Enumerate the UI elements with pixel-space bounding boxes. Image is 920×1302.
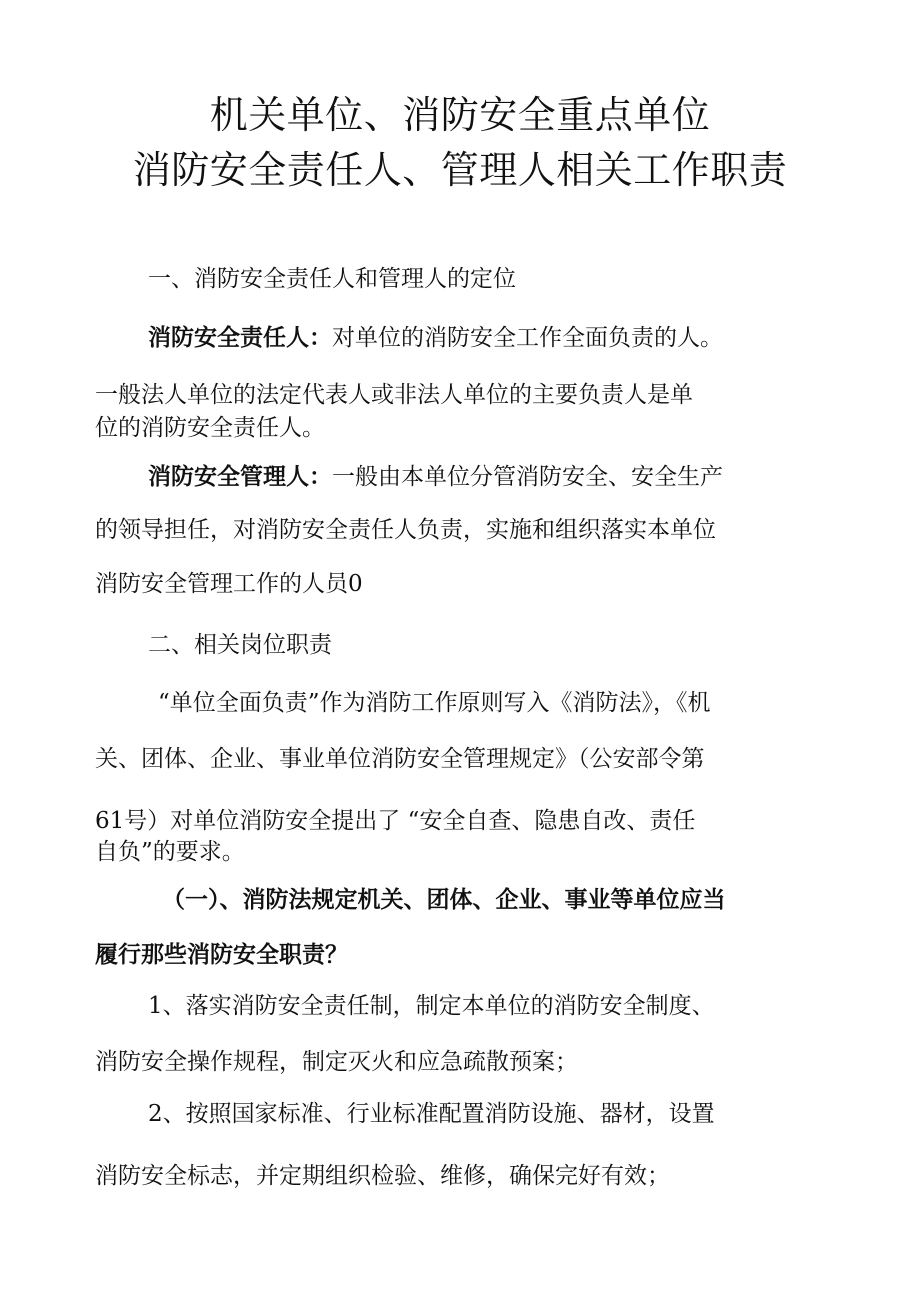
intro-line-2: 关、团体、企业、事业单位消防安全管理规定》（公安部令第 [95, 746, 705, 772]
section-2-heading: 二、相关岗位职责 [148, 632, 332, 658]
responsible-paragraph [148, 323, 723, 353]
manager-cont-line-2: 消防安全管理工作的人员0 [95, 571, 363, 597]
item-1-line-1: 1、落实消防安全责任制，制定本单位的消防安全制度、 [148, 993, 715, 1019]
responsible-cont-line-2: 位的消防安全责任人。 [95, 415, 325, 441]
intro-line-1: “单位全面负责”作为消防工作原则写入《消防法》，《机 [158, 690, 711, 716]
intro-line-4: 自负”的要求。 [95, 839, 245, 865]
responsible-cont-line-1: 一般法人单位的法定代表人或非法人单位的主要负责人是单 [95, 382, 693, 408]
item-1-line-2: 消防安全操作规程，制定灭火和应急疏散预案； [95, 1049, 578, 1075]
document-title-line-1: 机关单位、消防安全重点单位 [209, 93, 711, 137]
manager-paragraph [148, 462, 723, 492]
intro-line-3: 61号）对单位消防安全提出了 “安全自查、隐患自改、责任 [95, 808, 696, 834]
item-2-line-1: 2、按照国家标准、行业标准配置消防设施、器材，设置 [148, 1101, 715, 1127]
responsible-text: 对单位的消防安全工作全面负责的人。 [332, 325, 723, 351]
item-2-line-2: 消防安全标志，并定期组织检验、维修，确保完好有效； [95, 1163, 670, 1189]
subheading-line-1: （一）、消防法规定机关、团体、企业、事业等单位应当 [162, 886, 726, 913]
manager-text: 一般由本单位分管消防安全、安全生产 [332, 464, 723, 490]
responsible-label: 消防安全责任人： [148, 324, 332, 351]
manager-label: 消防安全管理人： [148, 463, 332, 490]
subheading-line-2: 履行那些消防安全职责？ [95, 941, 348, 968]
section-1-heading: 一、消防安全责任人和管理人的定位 [148, 266, 516, 292]
document-title-line-2: 消防安全责任人、管理人相关工作职责 [132, 148, 788, 192]
manager-cont-line-1: 的领导担任，对消防安全责任人负责，实施和组织落实本单位 [95, 517, 716, 543]
